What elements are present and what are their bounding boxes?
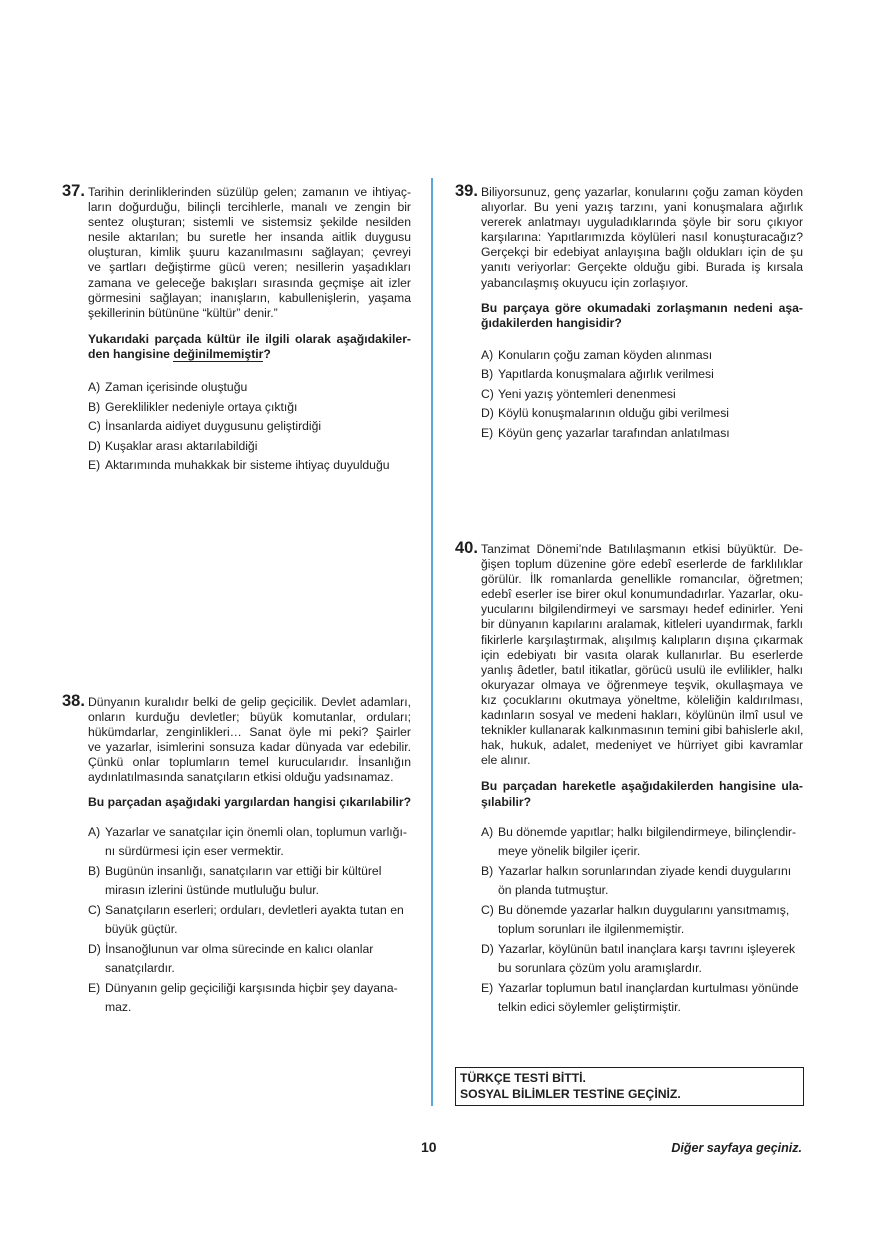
- passage-line: Tanzimat Dönemi’nde Batılılaşmanın etkisi büyüktür. De-: [481, 542, 803, 556]
- answer-option-b[interactable]: [88, 862, 411, 901]
- option-key: C): [88, 902, 101, 917]
- notice-line: TÜRKÇE TESTİ BİTTİ.: [460, 1071, 586, 1085]
- option-text: Bugünün insanlığı, sanatçıların var ettiği bir kültürel: [105, 863, 382, 878]
- emphasized-word: değinilmemiştir: [173, 346, 264, 361]
- option-text: Aktarımında muhakkak bir sisteme ihtiyaç duyulduğu: [105, 458, 390, 473]
- option-key: E): [481, 980, 494, 995]
- answer-option-a[interactable]: [481, 823, 803, 862]
- answer-option-c[interactable]: [88, 417, 411, 437]
- passage-line: hak, hukuk, adalet, medeniyet ve hürriyet gibi kavramlar: [481, 738, 803, 753]
- option-key: C): [88, 419, 101, 434]
- passage-line: ele alınır.: [481, 753, 531, 768]
- passage-line: ğişen toplum düzenine göre edebî eserlerde de farklılıklar: [481, 557, 803, 572]
- passage-line: karşılarına: Yapıtlarımızda köylüleri nasıl konuşturacağız?: [481, 230, 803, 245]
- option-key: C): [481, 902, 494, 917]
- question-stem: [88, 332, 411, 362]
- answer-option-e[interactable]: [88, 979, 411, 1018]
- end-of-test-notice: [455, 1067, 804, 1106]
- question-stem-line: Bu parçadan hareketle aşağıdakilerden hangisine ula-: [481, 779, 803, 794]
- option-key: A): [88, 824, 101, 839]
- answer-option-e[interactable]: [88, 456, 411, 476]
- question-stem-line: Bu parçaya göre okumadaki zorlaşmanın nedeni aşa-: [481, 300, 803, 315]
- option-key: B): [481, 367, 494, 382]
- option-key: D): [88, 438, 101, 453]
- notice-line: SOSYAL BİLİMLER TESTİNE GEÇİNİZ.: [460, 1086, 681, 1101]
- option-text: ön planda tutmuştur.: [498, 883, 609, 898]
- answer-options: [88, 823, 411, 1018]
- option-key: A): [88, 380, 101, 395]
- option-text: İnsanlarda aidiyet duygusunu geliştirdiği: [105, 419, 322, 434]
- question-stem-line: Bu parçadan aşağıdaki yargılardan hangisi çıkarılabilir?: [88, 794, 412, 809]
- option-key: E): [88, 458, 101, 473]
- passage-line: Çünkü onlar toplumların temel kurucularıdır. İnsanlığın: [88, 755, 411, 770]
- question-passage: [481, 542, 803, 768]
- option-text: Yazarlar, köylünün batıl inançlara karşı tavrını işleyerek: [498, 941, 796, 956]
- question-stem-line: [88, 347, 411, 362]
- answer-option-c[interactable]: [481, 901, 803, 940]
- option-text: nı sürdürmesi için eser vermektir.: [105, 844, 284, 859]
- question-stem: [481, 301, 803, 331]
- passage-line: zamana ve geleceğe bakışları sırasında geçmişe ait izler: [88, 275, 411, 290]
- passage-line: nesile aktarılan; bu suretle her insanda aitlik duygusu: [88, 230, 411, 245]
- passage-line: görülür. İlk romanlarda genellikle romancılar, öğretmen;: [481, 572, 803, 587]
- answer-option-d[interactable]: [88, 940, 411, 979]
- passage-line: yabancılaşmış okuyucu için zorlaşıyor.: [481, 275, 689, 290]
- option-text: Köyün genç yazarlar tarafından anlatılması: [498, 425, 730, 440]
- option-key: C): [481, 386, 494, 401]
- question-passage: [88, 695, 411, 786]
- option-text: telkin edici söylemler geliştirmiştir.: [498, 1000, 681, 1015]
- option-key: B): [481, 863, 494, 878]
- passage-line: şekillerinin bütününe “kültür” denir.”: [88, 305, 278, 320]
- answer-options: [88, 378, 411, 476]
- question-number: 40.: [455, 539, 478, 557]
- passage-line: görmesini sağlayan; inanışların, kabullenişlerin, yaşama: [88, 290, 411, 305]
- option-key: D): [481, 941, 494, 956]
- option-text: Zaman içerisinde oluştuğu: [105, 380, 248, 395]
- answer-option-e[interactable]: [481, 979, 803, 1018]
- next-page-instruction: Diğer sayfaya geçiniz.: [671, 1141, 802, 1155]
- passage-line: için edebiyatı bir vasıta olarak kullanırlar. Bu eserlerde: [481, 647, 803, 662]
- option-text: Yazarlar halkın sorunlarından ziyade kendi duygularını: [498, 863, 792, 878]
- option-text: büyük güçtür.: [105, 922, 178, 937]
- option-key: A): [481, 347, 494, 362]
- question-number: 37.: [62, 182, 85, 200]
- option-text: Köylü konuşmalarının olduğu gibi verilmesi: [498, 406, 730, 421]
- option-text: Yazarlar ve sanatçılar için önemli olan, toplumun varlığı-: [105, 824, 407, 839]
- option-text: Yapıtlarda konuşmalara ağırlık verilmesi: [498, 367, 714, 382]
- option-text: sanatçılardır.: [105, 961, 175, 976]
- option-text: toplum sorunları ile ilgilenmemiştir.: [498, 922, 685, 937]
- option-text: Kuşaklar arası aktarılabildiği: [105, 438, 258, 453]
- passage-line: edebî eserler ise birer okul konumundadırlar. Yazarlar, oku-: [481, 587, 803, 602]
- question-stem-line: Yukarıdaki parçada kültür ile ilgili olarak aşağıdakiler-: [88, 331, 411, 346]
- column-divider: [431, 178, 433, 1106]
- answer-option-a[interactable]: [88, 378, 411, 398]
- option-key: B): [88, 863, 101, 878]
- passage-line: vererek anlatmayı uyguladıklarında şöyle bir soru çıkıyor: [481, 215, 803, 230]
- option-text: Bu dönemde yazarlar halkın duygularını yansıtmamış,: [498, 902, 790, 917]
- passage-line: Biliyorsunuz, genç yazarlar, konularını çoğu zaman köyden: [481, 185, 803, 199]
- question-stem-line: şılabilir?: [481, 794, 532, 809]
- passage-line: yanıtı veriyorlar: Gerçekte olduğu gibi. Burada iş kırsala: [481, 260, 803, 275]
- passage-line: ve şartları değiştirme gücü veren; nesillerin yaşadıkları: [88, 260, 411, 275]
- passage-line: bir dünyanın kapılarını aralamak, kitleleri uyandırmak, farklı: [481, 617, 803, 632]
- passage-line: Tarihin derinliklerinden süzülüp gelen; zamanın ve ihtiyaç-: [88, 185, 411, 199]
- passage-line: kadınların sosyal ve medeni hakları, köylünün ilmî usul ve: [481, 708, 803, 723]
- option-key: A): [481, 824, 494, 839]
- question-number: 39.: [455, 182, 478, 200]
- passage-line: teknikler kullanarak kalkınmasının temini gibi bahislerle akıl,: [481, 723, 804, 738]
- option-text: Yazarlar toplumun batıl inançlardan kurtulması yönünde: [498, 980, 799, 995]
- option-key: E): [88, 980, 101, 995]
- passage-line: yucularını bilgilendirmeyi ve sarsmayı hedef edinirler. Yeni: [481, 602, 803, 617]
- passage-line: hükümdarlar, zenginlikleri… Sanat öyle mi peki? Şairler: [88, 725, 411, 740]
- question-stem: [481, 779, 803, 809]
- option-text: maz.: [105, 1000, 132, 1015]
- answer-option-d[interactable]: [481, 404, 803, 424]
- passage-line: alıyorlar. Bu yeni yazış tarzını, yani konuşmalara ağırlık: [481, 200, 803, 215]
- passage-line: onların kurduğu devletler; büyük komutanlar, orduları;: [88, 710, 411, 725]
- option-text: İnsanoğlunun var olma sürecinde en kalıcı olanlar: [105, 941, 374, 956]
- answer-option-c[interactable]: [481, 385, 803, 405]
- answer-option-d[interactable]: [88, 437, 411, 457]
- question-number: 38.: [62, 692, 85, 710]
- answer-option-a[interactable]: [481, 346, 803, 366]
- answer-option-d[interactable]: [481, 940, 803, 979]
- option-key: E): [481, 425, 494, 440]
- passage-line: aydınlatılmasında sanatçıların etkisi olduğu yadsınamaz.: [88, 770, 394, 785]
- question-mark: ?: [263, 346, 271, 361]
- passage-line: oluşturan, kimlik şuuru kazanılmasını sağlayan; çevreyi: [88, 245, 411, 260]
- option-key: B): [88, 399, 101, 414]
- question-passage: [88, 185, 411, 321]
- option-text: bu sorunlara çözüm yolu aramışlardır.: [498, 961, 702, 976]
- passage-line: yanlış âdetler, batıl itikatlar, görücü usulü ile evlilikler, halkı: [481, 662, 803, 677]
- passage-line: fikirlerle karşılaştırmak, alışılmış kalıpların dışına çıkarmak: [481, 632, 803, 647]
- option-key: D): [88, 941, 101, 956]
- option-text: Sanatçıların eserleri; orduları, devletleri ayakta tutan en: [105, 902, 404, 917]
- option-text: Konuların çoğu zaman köyden alınması: [498, 347, 713, 362]
- question-stem-text: den hangisine: [88, 346, 174, 361]
- answer-option-c[interactable]: [88, 901, 411, 940]
- answer-options: [481, 823, 803, 1018]
- option-text: Yeni yazış yöntemleri denenmesi: [498, 386, 676, 401]
- question-stem: [88, 795, 411, 810]
- passage-line: Gerçekçi bir edebiyat anlayışına bağlı oldukları için de şu: [481, 245, 803, 260]
- passage-line: kız çocuklarını okutmaya yöneltme, köleliğin kaldırılması,: [481, 692, 803, 707]
- passage-line: sentez oluşturan; sistemli ve sistemsiz şekilde nesilden: [88, 215, 411, 230]
- option-key: D): [481, 406, 494, 421]
- question-stem-line: ğıdakilerden hangisidir?: [481, 315, 622, 330]
- question-passage: [481, 185, 803, 291]
- answer-option-b[interactable]: [481, 365, 803, 385]
- page-number: 10: [421, 1139, 437, 1155]
- passage-line: ve yazarlar, isimlerini sonsuza kadar dünyada var edebilir.: [88, 740, 411, 755]
- answer-option-e[interactable]: [481, 424, 803, 444]
- answer-options: [481, 346, 803, 444]
- option-text: Bu dönemde yapıtlar; halkı bilgilendirmeye, bilinçlendir-: [498, 824, 797, 839]
- option-text: meye yönelik bilgiler içerir.: [498, 844, 641, 859]
- passage-line: Dünyanın kuralıdır belki de gelip geçicilik. Devlet adamları,: [88, 695, 411, 709]
- answer-option-b[interactable]: [88, 398, 411, 418]
- passage-line: ların doğurduğu, bilinçli tercihlerle, manalı ve zengin bir: [88, 200, 411, 215]
- option-text: mirasın izlerini üstünde mutluluğu bulur.: [105, 883, 320, 898]
- answer-option-b[interactable]: [481, 862, 803, 901]
- option-text: Gereklilikler nedeniyle ortaya çıktığı: [105, 399, 298, 414]
- passage-line: okuryazar olmaya ve öğrenmeye teşvik, okullaşmaya ve: [481, 677, 803, 692]
- option-text: Dünyanın gelip geçiciliği karşısında hiçbir şey dayana-: [105, 980, 398, 995]
- answer-option-a[interactable]: [88, 823, 411, 862]
